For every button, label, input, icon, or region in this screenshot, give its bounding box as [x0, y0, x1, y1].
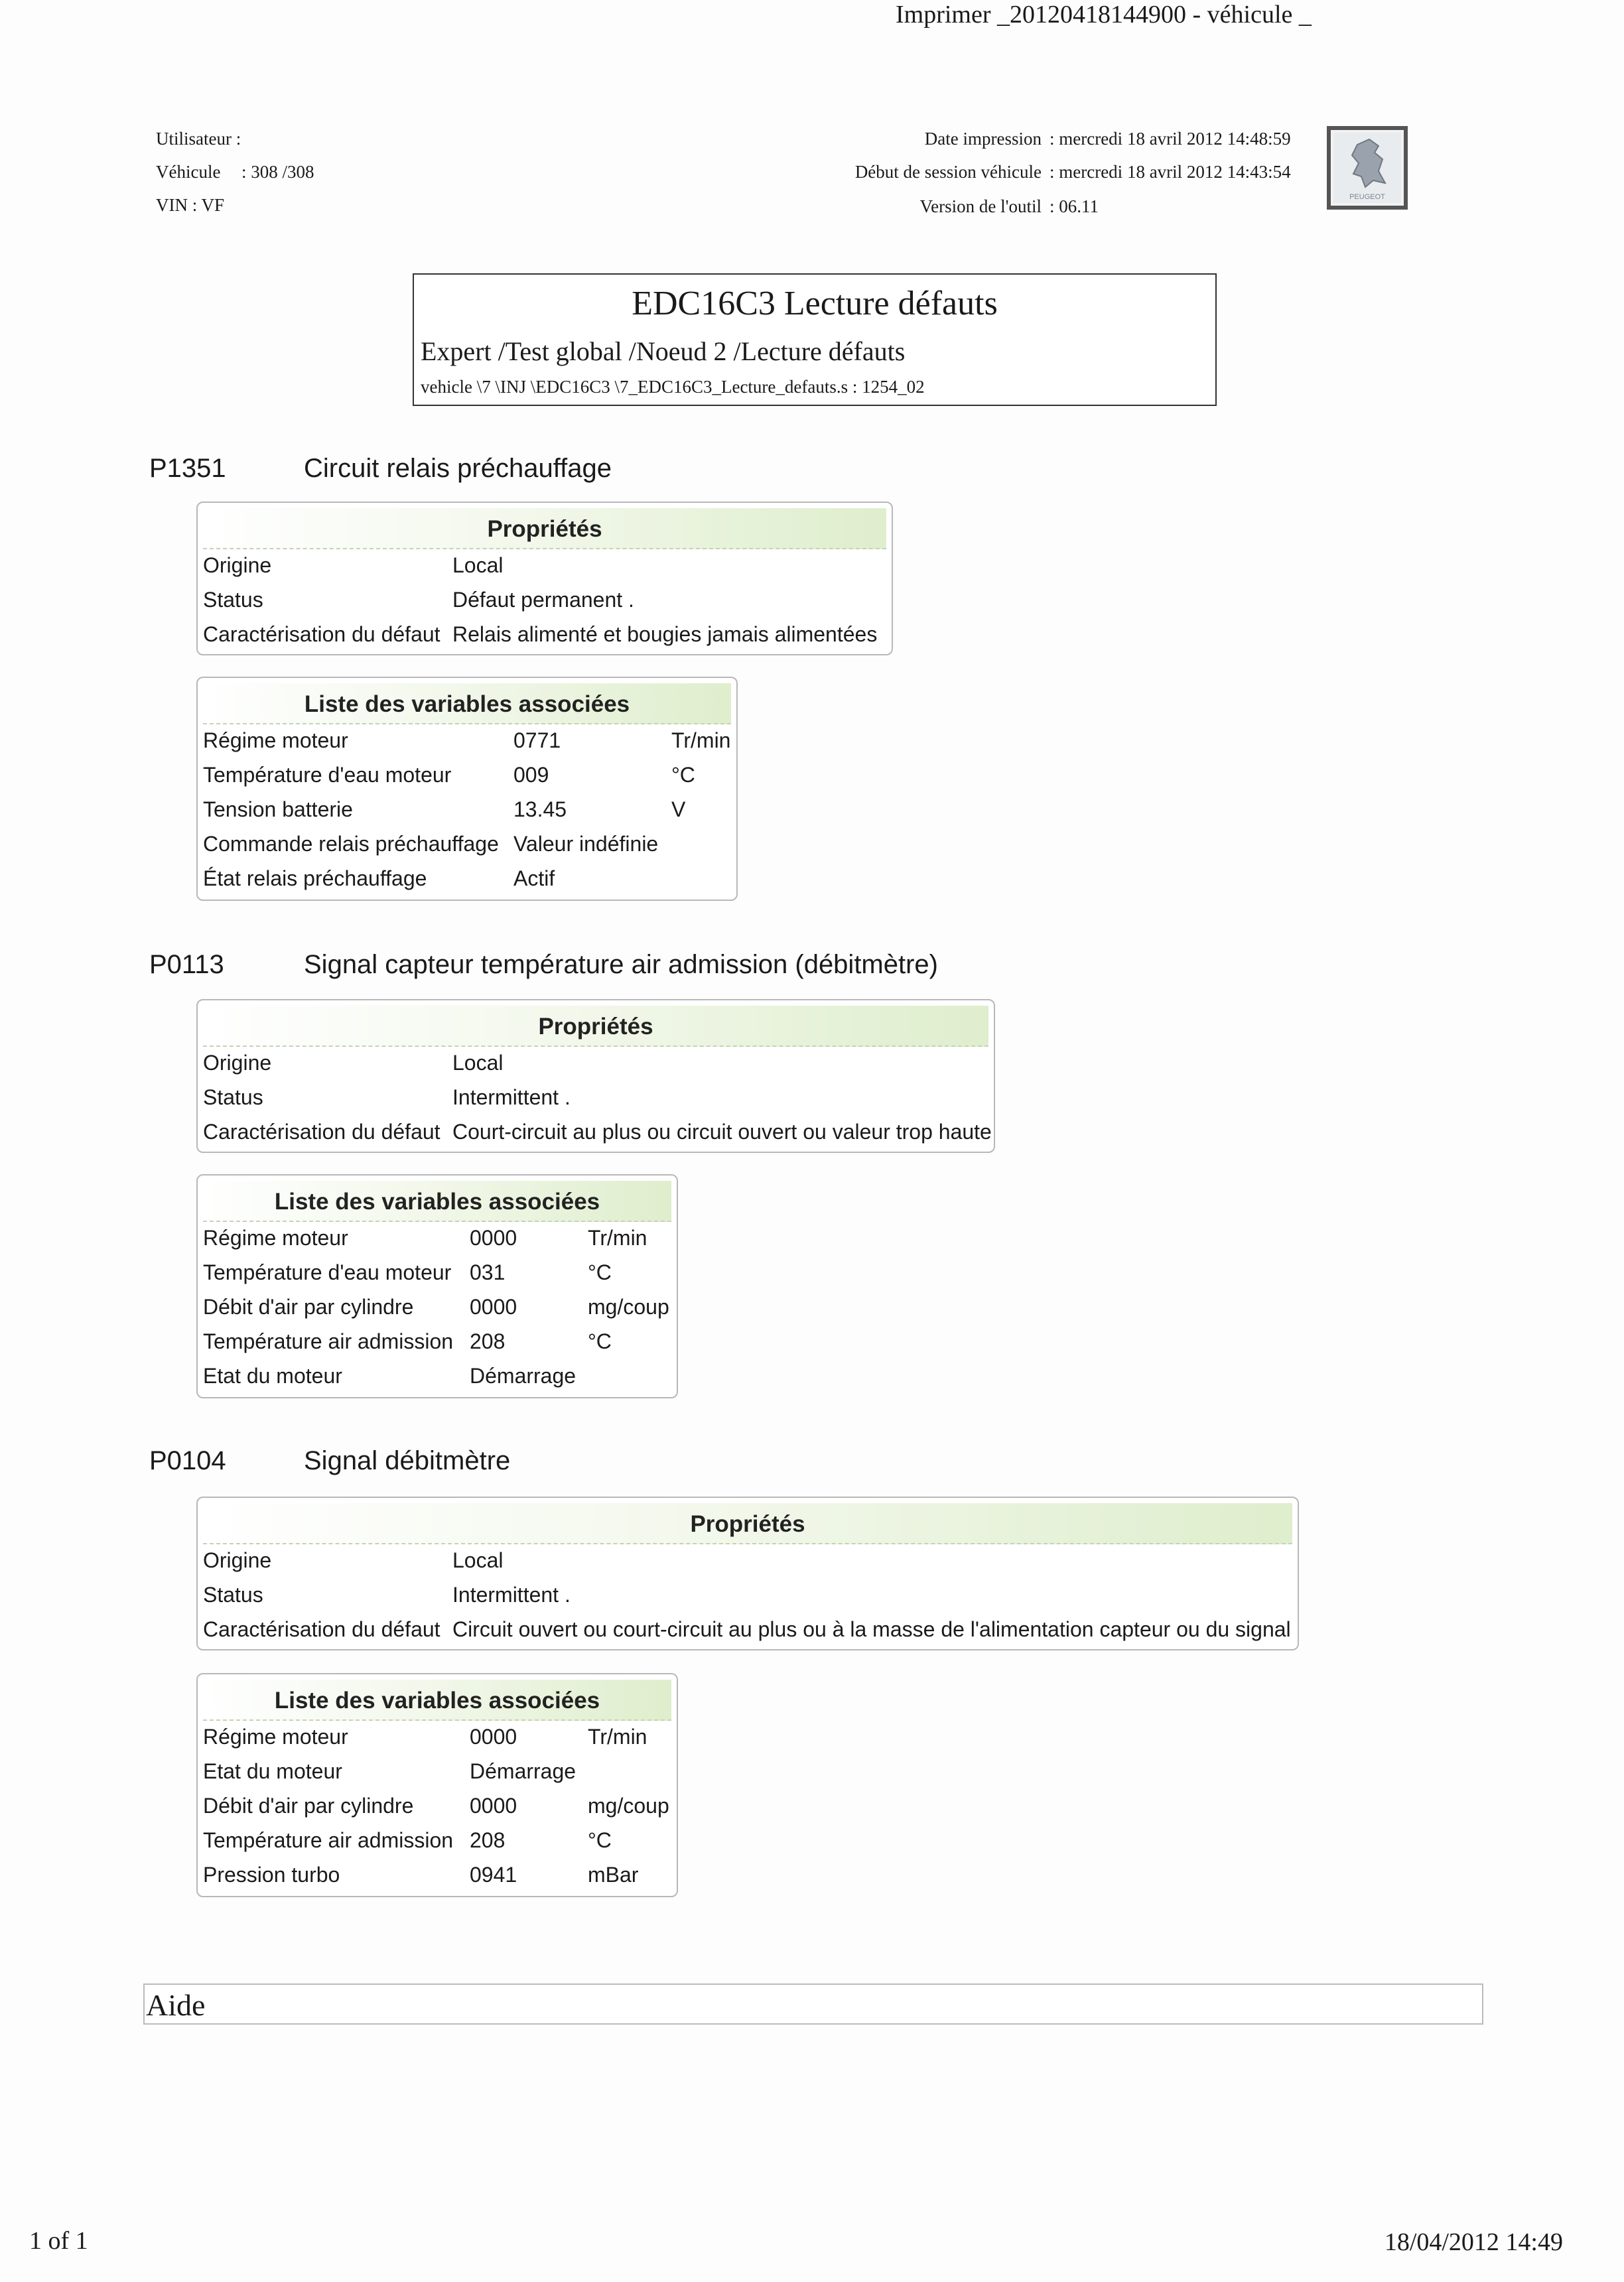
- variables-panel: [196, 677, 738, 901]
- session-start-value: : mercredi 18 avril 2012 14:43:54: [1049, 162, 1291, 182]
- variables-title: Liste des variables associées: [274, 1688, 600, 1713]
- fault-code: P0113: [149, 950, 224, 979]
- svg-text:PEUGEOT: PEUGEOT: [1349, 193, 1385, 201]
- variables-title: Liste des variables associées: [304, 691, 630, 717]
- property-row: Status Intermittent .: [203, 1583, 571, 1607]
- variable-row: Commande relais préchauffage Valeur indéfinie: [203, 832, 659, 856]
- property-row: Caractérisation du défaut Circuit ouvert ou court-circuit au plus ou à la masse de l'alimentation capteur ou du signal: [203, 1617, 1291, 1641]
- variable-row: Tension batterie 13.45 V: [203, 797, 686, 821]
- variable-row: Température d'eau moteur 009 °C: [203, 763, 695, 787]
- date-print-label: Date impression: [924, 129, 1042, 149]
- property-row: Status Intermittent .: [203, 1085, 571, 1109]
- property-row: Origine Local: [203, 1548, 504, 1572]
- tool-version-value: : 06.11: [1049, 196, 1099, 216]
- vin-label: VIN : VF: [156, 195, 225, 215]
- variable-row: Régime moteur 0771 Tr/min: [203, 728, 731, 752]
- vehicle-label: Véhicule: [156, 162, 221, 182]
- property-row: Origine Local: [203, 553, 504, 577]
- property-row: Caractérisation du défaut Court-circuit au plus ou circuit ouvert ou valeur trop haute: [203, 1120, 992, 1144]
- variables-title: Liste des variables associées: [274, 1189, 600, 1215]
- user-label: Utilisateur :: [156, 129, 241, 149]
- date-print-value: : mercredi 18 avril 2012 14:48:59: [1049, 129, 1291, 149]
- footer-datetime: 18/04/2012 14:49: [1384, 2228, 1563, 2256]
- variable-row: Régime moteur 0000 Tr/min: [203, 1226, 647, 1250]
- properties-panel: [196, 999, 995, 1153]
- report-title: EDC16C3 Lecture défauts: [632, 285, 998, 322]
- tool-version-label: Version de l'outil: [919, 196, 1042, 216]
- session-start-label: Début de session véhicule: [854, 162, 1042, 182]
- report-file: vehicle \7 \INJ \EDC16C3 \7_EDC16C3_Lecture_defauts.s : 1254_02: [421, 377, 925, 397]
- variables-panel: [196, 1174, 678, 1398]
- print-title: Imprimer _20120418144900 - véhicule _: [896, 1, 1312, 29]
- variable-row: État relais préchauffage Actif: [203, 866, 555, 890]
- fault-label: Circuit relais préchauffage: [304, 454, 612, 483]
- variable-row: Etat du moteur Démarrage: [203, 1759, 576, 1783]
- report-path: Expert /Test global /Noeud 2 /Lecture défauts: [421, 336, 906, 366]
- variables-panel: [196, 1673, 678, 1897]
- properties-title: Propriétés: [690, 1511, 805, 1537]
- variable-row: Température air admission 208 °C: [203, 1329, 612, 1353]
- page-number: 1 of 1: [29, 2227, 88, 2255]
- fault-code: P0104: [149, 1446, 226, 1475]
- help-section: [143, 1983, 1483, 2025]
- property-row: Status Défaut permanent .: [203, 588, 634, 612]
- properties-title: Propriétés: [487, 516, 602, 542]
- variable-row: Débit d'air par cylindre 0000 mg/coup: [203, 1295, 669, 1319]
- variable-row: Température d'eau moteur 031 °C: [203, 1260, 612, 1284]
- fault-code: P1351: [149, 454, 226, 483]
- properties-panel: [196, 502, 893, 655]
- variable-row: Débit d'air par cylindre 0000 mg/coup: [203, 1794, 669, 1818]
- fault-label: Signal capteur température air admission (débitmètre): [304, 950, 938, 979]
- properties-title: Propriétés: [538, 1014, 653, 1040]
- variable-row: Température air admission 208 °C: [203, 1828, 612, 1852]
- properties-panel: [196, 1497, 1299, 1650]
- variable-row: Régime moteur 0000 Tr/min: [203, 1725, 647, 1749]
- lion-icon: [1331, 130, 1404, 206]
- fault-label: Signal débitmètre: [304, 1446, 511, 1475]
- vehicle-value: : 308 /308: [241, 162, 314, 182]
- variable-row: Pression turbo 0941 mBar: [203, 1863, 639, 1887]
- report-title-box: [413, 273, 1217, 406]
- help-label: Aide: [146, 1988, 206, 2022]
- property-row: Origine Local: [203, 1051, 504, 1075]
- property-row: Caractérisation du défaut Relais alimenté et bougies jamais alimentées: [203, 622, 878, 646]
- variable-row: Etat du moteur Démarrage: [203, 1364, 576, 1388]
- peugeot-logo: [1327, 126, 1408, 210]
